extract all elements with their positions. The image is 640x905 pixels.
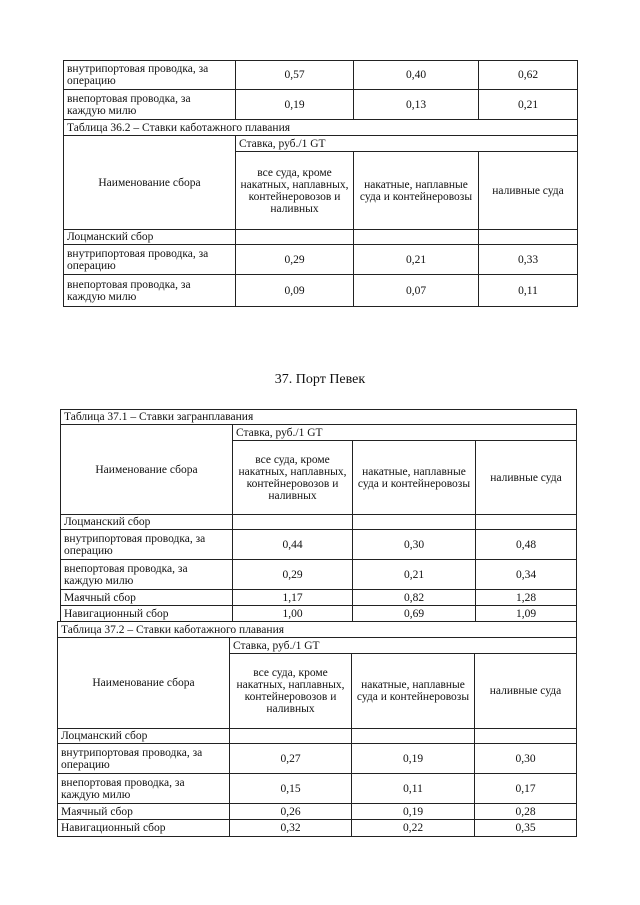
- row-name: внутрипортовая проводка, за операцию: [63, 60, 236, 90]
- rate-cell: 1,17: [232, 589, 353, 606]
- empty-cell: [353, 229, 479, 245]
- rate-cell: 0,27: [229, 743, 352, 774]
- rate-cell: 0,28: [474, 803, 577, 820]
- rate-cell: 0,15: [229, 773, 352, 804]
- empty-cell: [229, 728, 352, 744]
- rate-cell: 0,26: [229, 803, 352, 820]
- row-name: внутрипортовая проводка, за операцию: [63, 244, 236, 275]
- column-header: все суда, кроме накатных, наплавных, контейнеровозов и наливных: [232, 440, 353, 515]
- column-header: наливные суда: [474, 653, 577, 729]
- rate-cell: 0,40: [353, 60, 479, 90]
- rate-cell: 0,21: [478, 89, 578, 120]
- row-name: внепортовая проводка, за каждую милю: [57, 773, 230, 804]
- section-title: 37. Порт Певек: [274, 372, 366, 387]
- rate-cell: 0,19: [351, 743, 475, 774]
- rate-cell: 0,11: [351, 773, 475, 804]
- rate-cell: 0,29: [235, 244, 354, 275]
- rate-cell: 0,69: [352, 605, 476, 622]
- rate-cell: 0,48: [475, 529, 577, 560]
- name-header: Наименование сбора: [57, 637, 230, 729]
- row-name: внепортовая проводка, за каждую милю: [63, 274, 236, 307]
- rate-cell: 0,57: [235, 60, 354, 90]
- name-header: Наименование сбора: [60, 424, 233, 515]
- empty-cell: [352, 514, 476, 530]
- rate-cell: 0,13: [353, 89, 479, 120]
- rate-cell: 0,44: [232, 529, 353, 560]
- name-header: Наименование сбора: [63, 135, 236, 230]
- rate-cell: 0,33: [478, 244, 578, 275]
- empty-cell: [478, 229, 578, 245]
- row-name: Навигационный сбор: [60, 605, 233, 622]
- rate-cell: 0,11: [478, 274, 578, 307]
- rate-cell: 1,09: [475, 605, 577, 622]
- rate-header: Ставка, руб./1 GT: [235, 135, 578, 152]
- rate-cell: 0,21: [352, 559, 476, 590]
- column-header: наливные суда: [478, 151, 578, 230]
- row-name: внепортовая проводка, за каждую милю: [63, 89, 236, 120]
- rate-cell: 0,19: [351, 803, 475, 820]
- rate-cell: 0,19: [235, 89, 354, 120]
- rate-cell: 0,17: [474, 773, 577, 804]
- rate-cell: 0,07: [353, 274, 479, 307]
- empty-cell: [232, 514, 353, 530]
- row-name: внепортовая проводка, за каждую милю: [60, 559, 233, 590]
- rate-cell: 1,00: [232, 605, 353, 622]
- column-header: все суда, кроме накатных, наплавных, контейнеровозов и наливных: [229, 653, 352, 729]
- rate-cell: 1,28: [475, 589, 577, 606]
- rate-cell: 0,34: [475, 559, 577, 590]
- column-header: накатные, наплавные суда и контейнеровозы: [352, 440, 476, 515]
- rate-cell: 0,82: [352, 589, 476, 606]
- table-title: Таблица 37.2 – Ставки каботажного плавания: [57, 621, 577, 638]
- rate-cell: 0,29: [232, 559, 353, 590]
- row-name: Маячный сбор: [60, 589, 233, 606]
- rate-cell: 0,30: [352, 529, 476, 560]
- rate-cell: 0,62: [478, 60, 578, 90]
- row-name: внутрипортовая проводка, за операцию: [60, 529, 233, 560]
- rate-cell: 0,22: [351, 819, 475, 837]
- column-header: наливные суда: [475, 440, 577, 515]
- rate-cell: 0,35: [474, 819, 577, 837]
- rate-header: Ставка, руб./1 GT: [232, 424, 577, 441]
- row-name: Навигационный сбор: [57, 819, 230, 837]
- rate-cell: 0,21: [353, 244, 479, 275]
- row-name: Маячный сбор: [57, 803, 230, 820]
- group-label: Лоцманский сбор: [60, 514, 233, 530]
- table-title: Таблица 37.1 – Ставки загранплавания: [60, 409, 577, 425]
- rate-cell: 0,09: [235, 274, 354, 307]
- empty-cell: [235, 229, 354, 245]
- table-title: Таблица 36.2 – Ставки каботажного плавания: [63, 119, 578, 136]
- column-header: накатные, наплавные суда и контейнеровозы: [353, 151, 479, 230]
- column-header: все суда, кроме накатных, наплавных, контейнеровозов и наливных: [235, 151, 354, 230]
- rate-cell: 0,30: [474, 743, 577, 774]
- empty-cell: [475, 514, 577, 530]
- group-label: Лоцманский сбор: [57, 728, 230, 744]
- empty-cell: [351, 728, 475, 744]
- group-label: Лоцманский сбор: [63, 229, 236, 245]
- rate-header: Ставка, руб./1 GT: [229, 637, 577, 654]
- rate-cell: 0,32: [229, 819, 352, 837]
- row-name: внутрипортовая проводка, за операцию: [57, 743, 230, 774]
- empty-cell: [474, 728, 577, 744]
- column-header: накатные, наплавные суда и контейнеровозы: [351, 653, 475, 729]
